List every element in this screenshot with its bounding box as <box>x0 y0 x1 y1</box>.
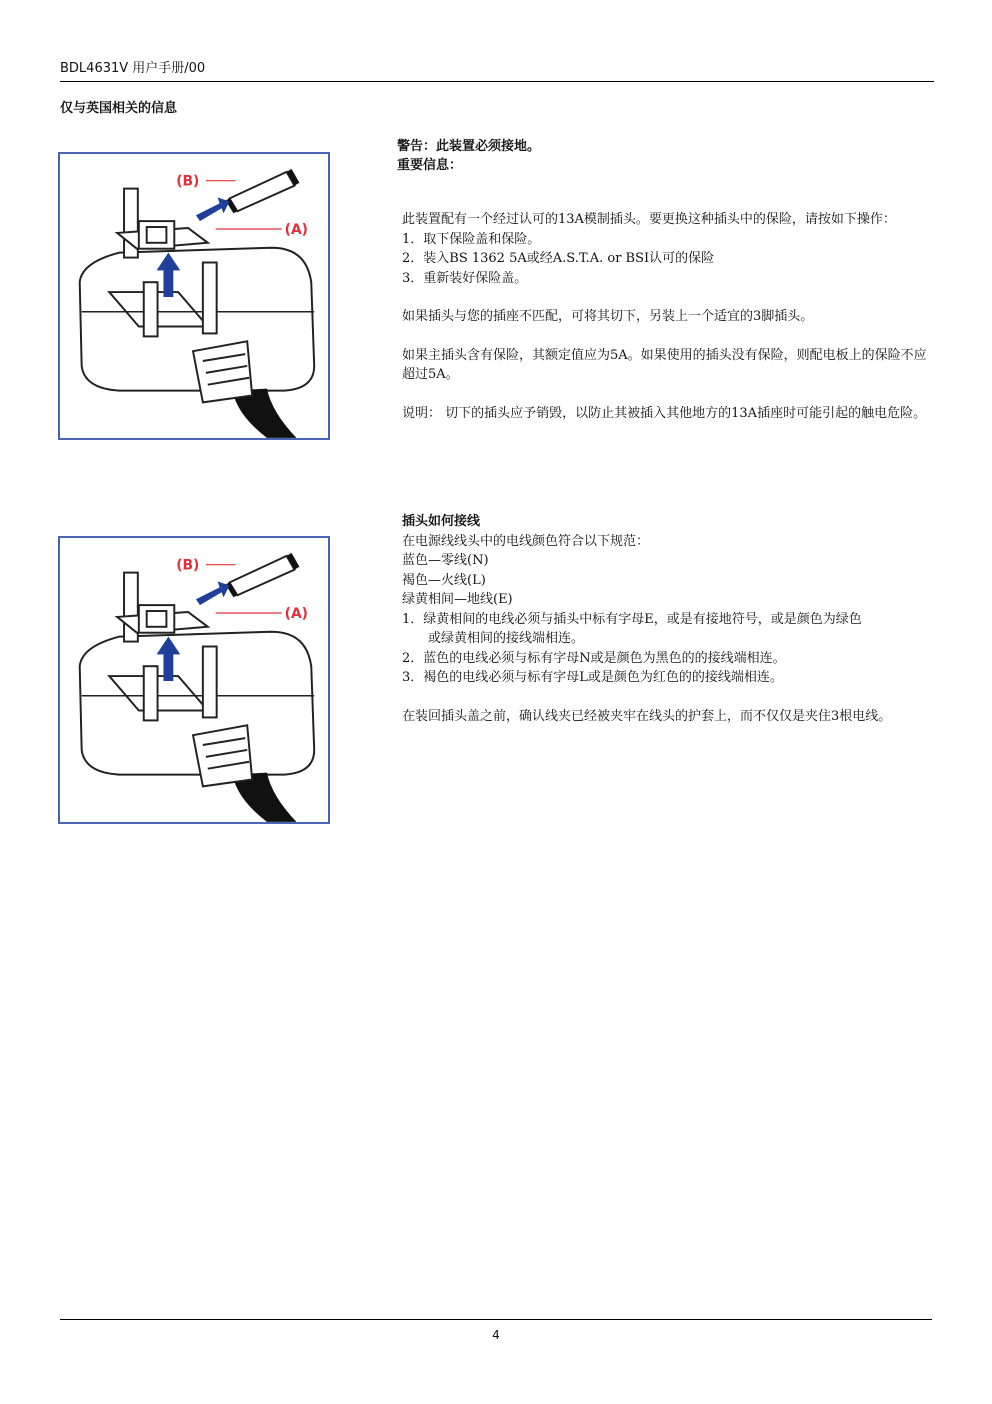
page-header: BDL4631V 用户手册/00 <box>60 61 206 76</box>
plug-illustration <box>60 538 328 822</box>
wire-color-item: 褐色—火线(L) <box>402 572 486 588</box>
intro-paragraph: 此装置配有一个经过认可的13A模制插头。要更换这种插头中的保险，请按如下操作： <box>402 212 896 227</box>
step-item: 3．重新装好保险盖。 <box>402 270 528 286</box>
warning-heading <box>397 137 540 175</box>
wire-color-item: 蓝色—零线(N) <box>402 553 489 568</box>
paragraph: 如果主插头含有保险，其额定值应为5A。如果使用的插头没有保险，则配电板上的保险不应超过5A。 <box>402 347 927 382</box>
step-item: 2．装入BS 1362 5A或经A.S.T.A. or BSI认可的保险 <box>402 251 715 266</box>
label-b: (B) <box>176 173 200 190</box>
step-item: 1．取下保险盖和保险。 <box>402 231 541 247</box>
wire-color-item: 绿黄相间—地线(E) <box>402 592 513 607</box>
paragraph: 如果插头与您的插座不匹配，可将其切下，另装上一个适宜的3脚插头。 <box>402 309 814 324</box>
wiring-step: 3．褐色的电线必须与标有字母L或是颜色为红色的的接线端相连。 <box>402 670 783 685</box>
wiring-instructions <box>402 512 934 726</box>
important-text: 重要信息： <box>397 158 463 173</box>
section-title: 仅与英国相关的信息 <box>60 101 178 116</box>
plug-illustration <box>60 154 328 438</box>
wiring-step-text: 1．绿黄相间的电线必须与插头中标有字母E，或是有接地符号，或是颜色为绿色 <box>402 611 862 627</box>
footer-divider <box>60 1319 932 1320</box>
header-divider <box>60 81 934 82</box>
wiring-intro: 在电源线线头中的电线颜色符合以下规范： <box>402 533 650 549</box>
plug-diagram-2 <box>58 536 330 824</box>
fuse-instructions <box>402 210 934 423</box>
note-paragraph: 说明： 切下的插头应予销毁，以防止其被插入其他地方的13A插座时可能引起的触电危险。 <box>402 405 927 421</box>
wiring-step-continuation: 或绿黄相间的接线端相连。 <box>428 631 585 646</box>
closing-paragraph: 在装回插头盖之前，确认线夹已经被夹牢在线头的护套上，而不仅仅是夹住3根电线。 <box>402 708 892 724</box>
label-a: (A) <box>284 605 308 622</box>
label-a: (A) <box>284 221 308 238</box>
wiring-step: 2．蓝色的电线必须与标有字母N或是颜色为黑色的的接线端相连。 <box>402 650 786 666</box>
wiring-title: 插头如何接线 <box>402 514 481 529</box>
plug-diagram-1 <box>58 152 330 440</box>
label-b: (B) <box>176 557 200 574</box>
page-number: 4 <box>492 1328 500 1342</box>
warning-text: 警告：此装置必须接地。 <box>397 139 541 154</box>
wiring-step <box>402 610 934 649</box>
